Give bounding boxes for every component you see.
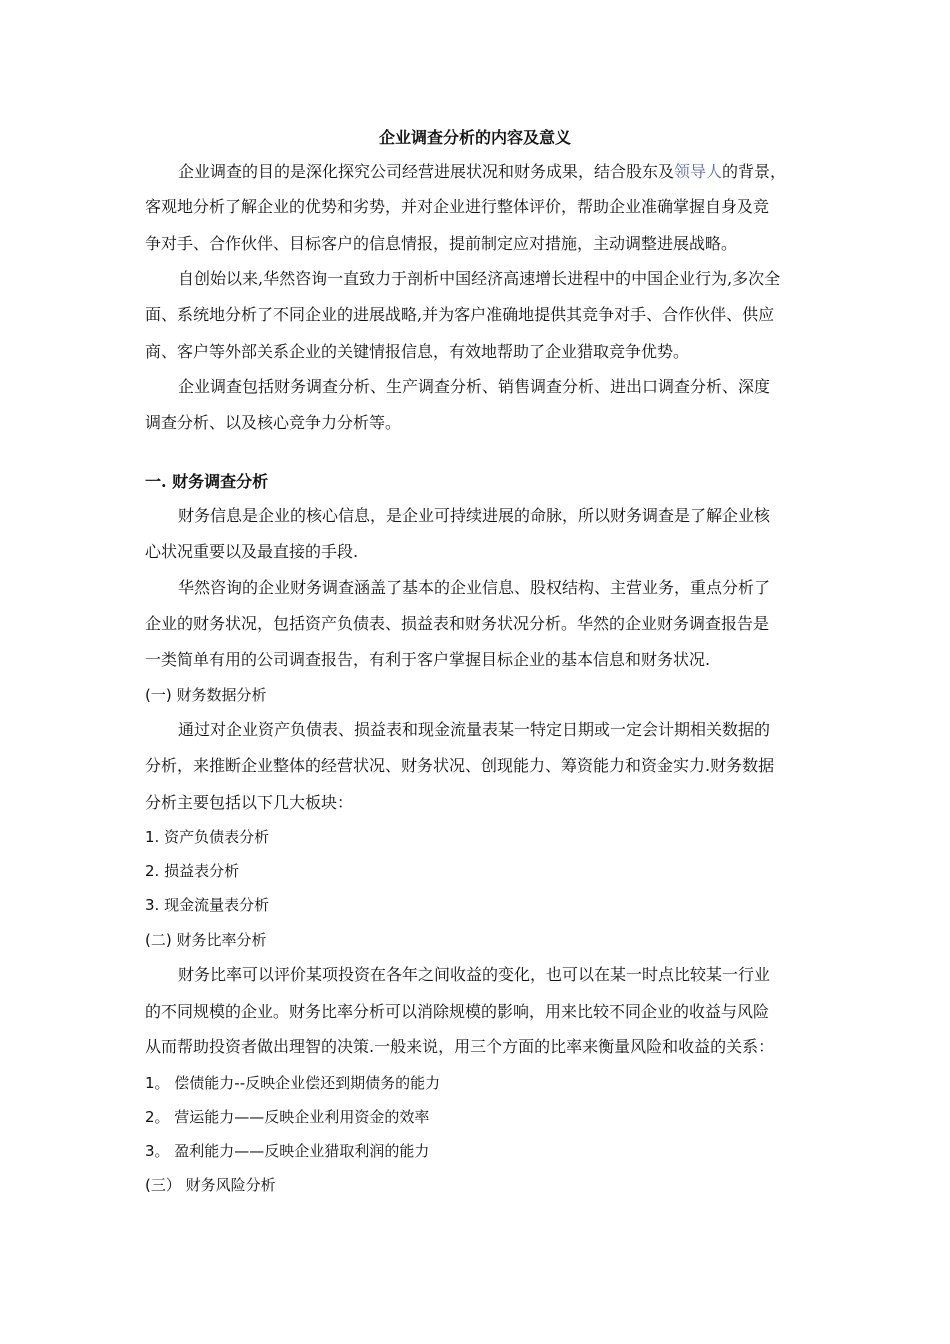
paragraph-line: 的不同规模的企业。财务比率分析可以消除规模的影响，用来比较不同企业的收益与风险	[145, 1002, 770, 1021]
paragraph-line: 商、客户等外部关系企业的关键情报信息，有效地帮助了企业猎取竞争优势。	[145, 342, 690, 361]
section-heading: 一. 财务调查分析	[145, 472, 269, 491]
list-item: 2. 损益表分析	[145, 862, 240, 880]
paragraph-line	[178, 162, 848, 182]
paragraph-line: 一类简单有用的公司调查报告，有利于客户掌握目标企业的基本信息和财务状况.	[145, 650, 711, 669]
paragraph-line: 分析，来推断企业整体的经营状况、财务状况、创现能力、筹资能力和资金实力.财务数据	[145, 756, 775, 775]
list-item: 1。 偿债能力--反映企业偿还到期债务的能力	[145, 1074, 441, 1092]
paragraph-text: 的背景，	[722, 162, 787, 181]
paragraph-line: 从而帮助投资者做出理智的决策.一般来说，用三个方面的比率来衡量风险和收益的关系：	[145, 1037, 775, 1056]
list-item: 1. 资产负债表分析	[145, 828, 270, 846]
paragraph-line: 华然咨询的企业财务调查涵盖了基本的企业信息、股权结构、主营业务，重点分析了	[178, 578, 771, 597]
paragraph-line: 分析主要包括以下几大板块：	[145, 793, 354, 812]
paragraph-line: 自创始以来,华然咨询一直致力于剖析中国经济高速增长进程中的中国企业行为,多次全	[178, 269, 781, 288]
paragraph-line: 心状况重要以及最直接的手段.	[145, 542, 359, 561]
list-item: 2。 营运能力——反映企业利用资金的效率	[145, 1108, 430, 1126]
subsection-heading: (三） 财务风险分析	[145, 1176, 276, 1194]
paragraph-line: 财务信息是企业的核心信息，是企业可持续进展的命脉，所以财务调查是了解企业核	[178, 506, 771, 525]
list-item: 3. 现金流量表分析	[145, 896, 270, 914]
paragraph-line: 企业调查包括财务调查分析、生产调查分析、销售调查分析、进出口调查分析、深度	[178, 377, 771, 396]
paragraph-line: 争对手、合作伙伴、目标客户的信息情报，提前制定应对措施，主动调整进展战略。	[145, 234, 738, 253]
list-item: 3。 盈利能力——反映企业猎取利润的能力	[145, 1142, 430, 1160]
paragraph-line: 通过对企业资产负债表、损益表和现金流量表某一特定日期或一定会计期相关数据的	[178, 720, 771, 739]
leader-link[interactable]: 领导人	[674, 162, 723, 181]
paragraph-line: 面、系统地分析了不同企业的进展战略,并为客户准确地提供其竞争对手、合作伙伴、供应	[145, 305, 775, 324]
paragraph-line: 客观地分析了解企业的优势和劣势，并对企业进行整体评价，帮助企业准确掌握自身及竞	[145, 197, 770, 216]
paragraph-line: 企业的财务状况，包括资产负债表、损益表和财务状况分析。华然的企业财务调查报告是	[145, 614, 770, 633]
paragraph-text: 企业调查的目的是深化探究公司经营进展状况和财务成果，结合股东及	[178, 162, 675, 181]
document-title: 企业调查分析的内容及意义	[378, 128, 571, 147]
subsection-heading: (二) 财务比率分析	[145, 931, 267, 949]
subsection-heading: (一) 财务数据分析	[145, 686, 267, 704]
paragraph-line: 财务比率可以评价某项投资在各年之间收益的变化，也可以在某一时点比较某一行业	[178, 965, 771, 984]
paragraph-line: 调查分析、以及核心竞争力分析等。	[145, 413, 402, 432]
